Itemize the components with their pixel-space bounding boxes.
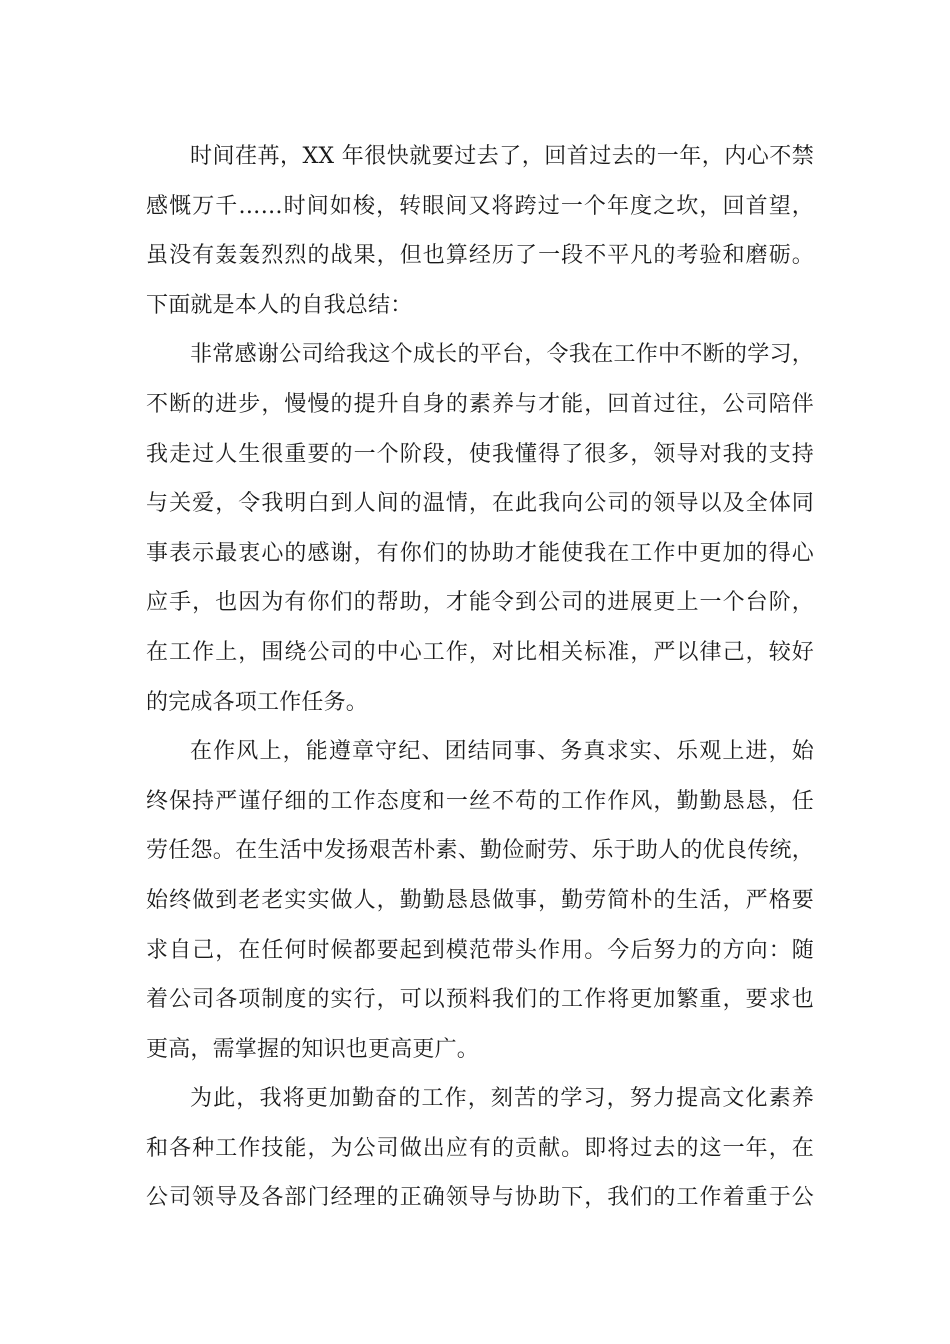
text-line: 更高，需掌握的知识也更高更广。 <box>146 1036 480 1062</box>
document-body <box>146 132 814 1223</box>
text-line: 公司领导及各部门经理的正确领导与协助下，我们的工作着重于公 <box>146 1185 814 1211</box>
text-line: 事表示最衷心的感谢，有你们的协助才能使我在工作中更加的得心 <box>146 540 814 566</box>
paragraph-work-style <box>146 727 814 1074</box>
text-line: 劳任怨。在生活中发扬艰苦朴素、勤俭耐劳、乐于助人的优良传统， <box>146 838 814 864</box>
text-line: 非常感谢公司给我这个成长的平台，令我在工作中不断的学习， <box>190 342 814 368</box>
text-line: 着公司各项制度的实行，可以预料我们的工作将更加繁重，要求也 <box>146 987 814 1013</box>
text-line: 的完成各项工作任务。 <box>146 689 369 715</box>
text-line: 与关爱，令我明白到人间的温情，在此我向公司的领导以及全体同 <box>146 491 814 517</box>
text-line: 感慨万千……时间如梭，转眼间又将跨过一个年度之坎，回首望， <box>146 193 814 219</box>
paragraph-outlook <box>146 1074 814 1223</box>
text-line: 为此，我将更加勤奋的工作，刻苦的学习，努力提高文化素养 <box>190 1086 814 1112</box>
paragraph-gratitude <box>146 330 814 727</box>
text-line: 和各种工作技能，为公司做出应有的贡献。即将过去的这一年，在 <box>146 1135 814 1161</box>
text-line: 下面就是本人的自我总结： <box>146 292 413 318</box>
text-line: 我走过人生很重要的一个阶段，使我懂得了很多，领导对我的支持 <box>146 441 814 467</box>
text-line: 求自己，在任何时候都要起到模范带头作用。今后努力的方向：随 <box>146 937 814 963</box>
text-line: 在工作上，围绕公司的中心工作，对比相关标准，严以律己，较好 <box>146 639 814 665</box>
paragraph-intro <box>146 132 814 330</box>
text-line: 在作风上，能遵章守纪、团结同事、务真求实、乐观上进，始 <box>190 739 814 765</box>
text-line: 始终做到老老实实做人，勤勤恳恳做事，勤劳简朴的生活，严格要 <box>146 887 814 913</box>
text-line: 应手，也因为有你们的帮助，才能令到公司的进展更上一个台阶， <box>146 590 814 616</box>
text-line: 不断的进步，慢慢的提升自身的素养与才能，回首过往，公司陪伴 <box>146 391 814 417</box>
text-line: 虽没有轰轰烈烈的战果，但也算经历了一段不平凡的考验和磨砺。 <box>146 243 814 269</box>
text-line: 时间荏苒，XX 年很快就要过去了，回首过去的一年，内心不禁 <box>190 144 814 169</box>
text-line: 终保持严谨仔细的工作态度和一丝不苟的工作作风，勤勤恳恳，任 <box>146 788 814 814</box>
